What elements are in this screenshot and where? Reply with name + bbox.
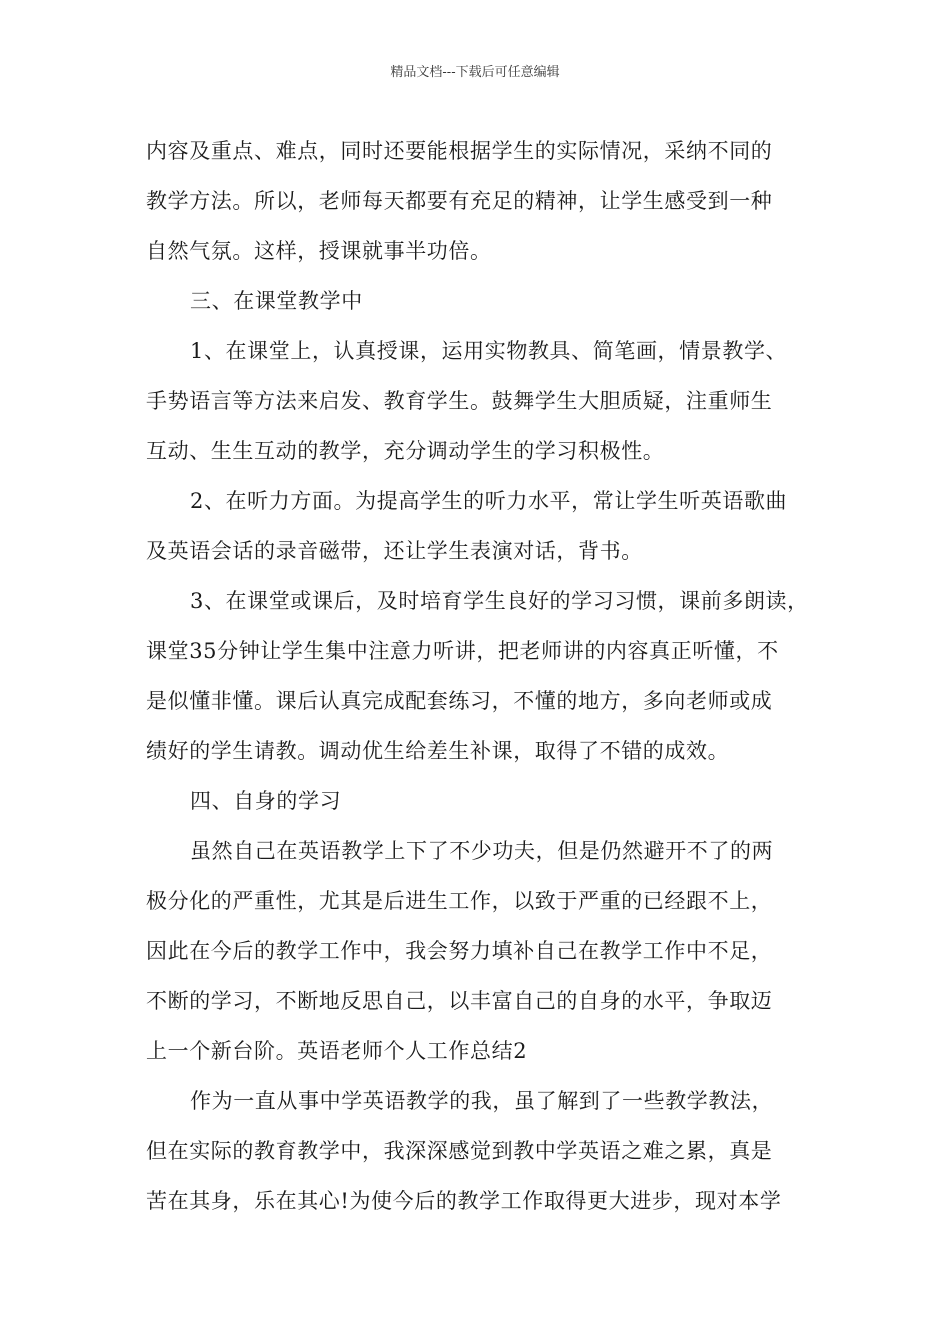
text-line: 因此在今后的教学工作中，我会努力填补自己在教学工作中不足，	[146, 939, 773, 963]
text-line: 不断的学习，不断地反思自己，以丰富自己的自身的水平，争取迈	[146, 989, 773, 1013]
text-line: 苦在其身，乐在其心!为使今后的教学工作取得更大进步，现对本学	[146, 1189, 782, 1213]
text-line: 互动、生生互动的教学，充分调动学生的学习积极性。	[146, 439, 665, 463]
text-line: 内容及重点、难点，同时还要能根据学生的实际情况，采纳不同的	[146, 139, 773, 163]
section-heading: 三、在课堂教学中	[190, 289, 363, 313]
text-line: 虽然自己在英语教学上下了不少功夫，但是仍然避开不了的两	[190, 839, 774, 863]
text-line: 是似懂非懂。课后认真完成配套练习，不懂的地方，多向老师或成	[146, 689, 773, 713]
text-line: 教学方法。所以，老师每天都要有充足的精神，让学生感受到一种	[146, 189, 773, 213]
document-body	[146, 129, 810, 1229]
text-line: 自然气氛。这样，授课就事半功倍。	[146, 239, 492, 263]
text-line: 上一个新台阶。英语老师个人工作总结2	[146, 1039, 528, 1063]
text-line: 绩好的学生请教。调动优生给差生补课，取得了不错的成效。	[146, 739, 730, 763]
text-line: 作为一直从事中学英语教学的我，虽了解到了一些教学教法，	[190, 1089, 774, 1113]
section-heading: 四、自身的学习	[190, 789, 342, 813]
text-line: 1、在课堂上，认真授课，运用实物教具、简笔画，情景教学、	[190, 339, 788, 363]
text-line: 2、在听力方面。为提高学生的听力水平，常让学生听英语歌曲	[190, 489, 788, 513]
page-header: 精品文档---下载后可任意编辑	[390, 65, 560, 80]
text-line: 但在实际的教育教学中，我深深感觉到教中学英语之难之累，真是	[146, 1139, 773, 1163]
text-line: 3、在课堂或课后，及时培育学生良好的学习习惯，课前多朗读，	[190, 589, 809, 613]
text-line: 课堂35分钟让学生集中注意力听讲，把老师讲的内容真正听懂，不	[146, 639, 779, 663]
text-line: 极分化的严重性，尤其是后进生工作，以致于严重的已经跟不上，	[146, 889, 773, 913]
text-line: 及英语会话的录音磁带，还让学生表演对话，背书。	[146, 539, 643, 563]
text-line: 手势语言等方法来启发、教育学生。鼓舞学生大胆质疑，注重师生	[146, 389, 773, 413]
